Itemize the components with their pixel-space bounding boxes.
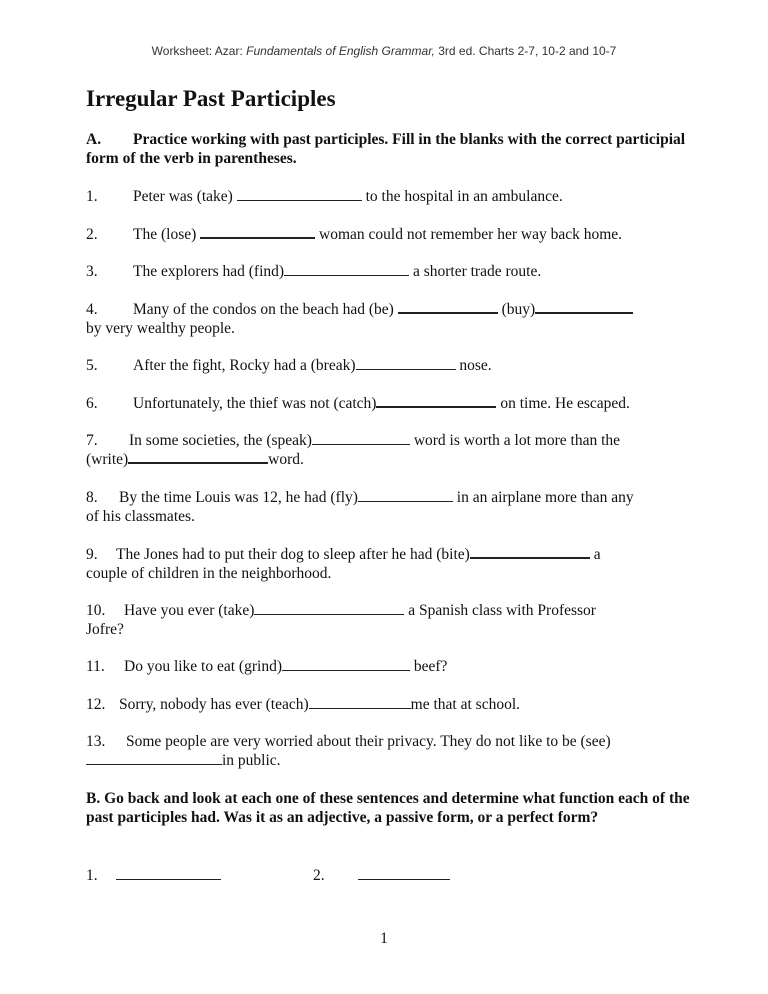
answer-blank[interactable] [358,489,453,502]
item-1 [86,187,706,206]
item-text: word is worth a lot more than the [409,432,621,449]
page-header [0,44,768,58]
item-text: nose. [455,357,492,374]
item-text: to the hospital in an ambulance. [361,188,563,205]
item-number: 7. [86,432,98,449]
section-a-instructions [86,130,706,168]
item-text: Unfortunately, the thief was not (catch) [133,395,377,412]
worksheet-title: Irregular Past Participles [86,86,336,111]
item-number: 10. [86,602,106,619]
item-text: (buy) [497,301,536,318]
item-text: Some people are very worried about their privacy. They do not like to be (see) [126,733,611,750]
item-10 [86,601,706,639]
answer-blank[interactable] [376,394,496,408]
item-text: word. [268,451,304,468]
item-text: Many of the condos on the beach had (be) [133,301,398,318]
item-number: 3. [86,263,98,280]
answer-blank[interactable] [535,300,633,314]
section-a-text: Practice working with past participles. Fill in the blanks with the correct participial form of the verb in parentheses. [86,131,686,167]
answer-blank[interactable] [284,263,409,276]
item-number: 1. [86,188,98,205]
item-2 [86,225,706,244]
item-number: 13. [86,733,106,750]
item-text: of his classmates. [86,508,195,525]
item-number: 11. [86,658,105,675]
header-suffix: 3rd ed. Charts 2-7, 10-2 and 10-7 [434,44,617,58]
item-text: in an airplane more than any [452,489,634,506]
item-text: In some societies, the (speak) [129,432,312,449]
item-text: The explorers had (find) [133,263,285,280]
item-text: me that at school. [410,696,521,713]
answer-number: 2. [313,867,325,884]
answer-blank[interactable] [116,867,221,880]
answer-blank[interactable] [86,752,222,765]
item-text: Have you ever (take) [124,602,255,619]
item-number: 2. [86,226,98,243]
item-text: (write) [86,451,129,468]
page-number: 1 [380,930,388,947]
header-prefix: Worksheet: Azar: [151,44,247,58]
answer-blank[interactable] [200,225,315,239]
item-number: 5. [86,357,98,374]
section-b-instructions: B. Go back and look at each one of these sentences and determine what function each of the past participles had. Was it as an adjective, a passive form, or a perfect form? [86,790,690,826]
item-text: Jofre? [86,621,124,638]
item-8 [86,488,706,526]
item-text: By the time Louis was 12, he had (fly) [119,489,358,506]
item-text: a shorter trade route. [409,263,542,280]
item-text: After the fight, Rocky had a (break) [133,357,356,374]
header-book-title: Fundamentals of English Grammar, [246,44,435,58]
answer-blank[interactable] [470,545,590,559]
answer-blank[interactable] [312,432,410,445]
item-number: 9. [86,546,98,563]
section-b-answers [86,866,706,885]
item-6 [86,394,706,413]
item-7 [86,431,706,469]
item-text: a Spanish class with Professor [404,602,596,619]
section-a-label: A. [86,131,102,148]
item-text: a [589,546,601,563]
answer-blank[interactable] [237,188,362,201]
item-12 [86,695,706,714]
item-number: 6. [86,395,98,412]
answer-number: 1. [86,867,98,884]
answer-blank[interactable] [128,450,268,464]
item-5 [86,356,706,375]
answer-blank[interactable] [358,867,450,880]
item-text: The Jones had to put their dog to sleep after he had (bite) [116,546,470,563]
item-13 [86,732,706,770]
item-11 [86,657,706,676]
item-text: The (lose) [133,226,201,243]
item-4 [86,300,706,338]
answer-blank[interactable] [356,357,456,370]
answer-blank[interactable] [282,658,410,671]
item-text: by very wealthy people. [86,320,235,337]
item-text: couple of children in the neighborhood. [86,565,332,582]
item-9 [86,545,706,583]
item-number: 4. [86,301,98,318]
answer-blank[interactable] [254,602,404,615]
answer-blank[interactable] [398,300,498,314]
item-text: Do you like to eat (grind) [124,658,282,675]
item-text: Peter was (take) [133,188,237,205]
item-text: woman could not remember her way back home. [315,226,623,243]
item-3 [86,262,706,281]
item-text: on time. He escaped. [496,395,630,412]
item-number: 12. [86,696,106,713]
item-text: beef? [409,658,448,675]
answer-blank[interactable] [309,696,411,709]
item-text: in public. [222,752,281,769]
item-text: Sorry, nobody has ever (teach) [119,696,309,713]
item-number: 8. [86,489,98,506]
